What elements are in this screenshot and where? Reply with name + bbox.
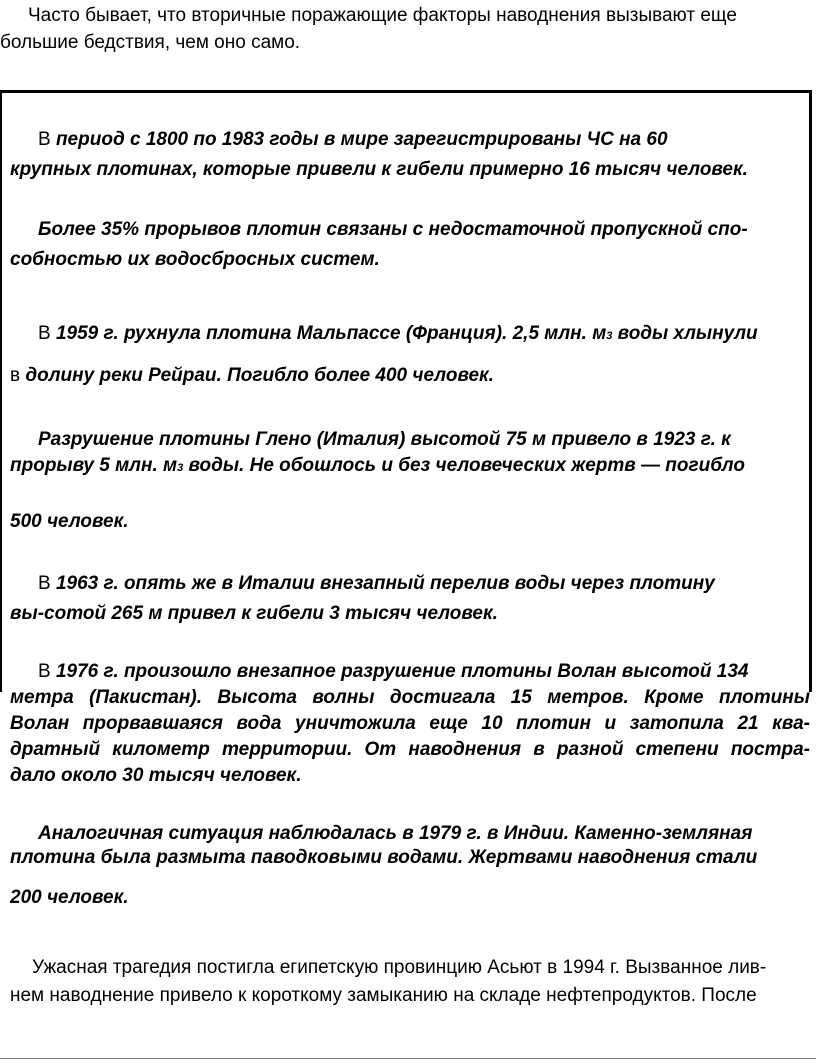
p1-line-2: крупных плотинах, которые привели к гибели примерно 16 тысяч человек. — [10, 159, 748, 180]
p6-text-1: 1976 г. произошло внезапное разрушение плотины Волан высотой 134 — [55, 661, 749, 682]
p1-prefix: В — [38, 129, 56, 150]
p2-line-1: Более 35% прорывов плотин связаны с недостаточной пропускной спо- — [38, 219, 748, 240]
p1-line-1 — [38, 128, 668, 152]
p2-line-2: собностью их водосбросных систем. — [10, 249, 380, 270]
p3-text-2: долину реки Рейраи. Погибло более 400 человек. — [25, 365, 494, 386]
p5-prefix: В — [38, 573, 56, 594]
p5-line-2: вы-сотой 265 м привел к гибели 3 тысяч человек. — [10, 603, 498, 624]
p3-superscript: 3 — [606, 330, 613, 342]
p6-line-5: дало около 30 тысяч человек. — [10, 765, 302, 786]
intro-line-1: Часто бывает, что вторичные поражающие факторы наводнения вызывают еще — [28, 5, 737, 26]
p1-text-1: период с 1800 по 1983 годы в мире зарегистрированы ЧС на 60 — [55, 129, 668, 150]
p5-line-1 — [38, 572, 715, 596]
p3-line-1 — [38, 322, 758, 348]
p6-line-4: дратный километр территории. От наводнения в разной степени постра- — [10, 739, 810, 760]
p6-prefix: В — [38, 661, 56, 682]
p5-text-1: 1963 г. опять же в Италии внезапный перелив воды через плотину — [55, 573, 715, 594]
p6-line-3: Волан прорвавшаяся вода уничтожила еще 10 плотин и затопила 21 ква- — [10, 713, 810, 734]
outro-line-1: Ужасная трагедия постигла египетскую провинцию Асьют в 1994 г. Вызванное лив- — [32, 957, 767, 978]
outro-line-2: нем наводнение привело к короткому замыканию на складе нефтепродуктов. После — [10, 985, 757, 1006]
p4-line-2 — [10, 454, 745, 480]
p3-text-1b: воды хлынули — [612, 323, 758, 344]
p6-line-2: метра (Пакистан). Высота волны достигала 15 метров. Кроме плотины — [10, 687, 810, 708]
p7-line-1: Аналогичная ситуация наблюдалась в 1979 г. в Индии. Каменно-земляная — [38, 823, 753, 844]
intro-paragraph — [0, 2, 816, 56]
p7-line-2: плотина была размыта паводковыми водами. Жертвами наводнения стали — [10, 847, 758, 868]
p3-prefix: В — [38, 323, 56, 344]
p6-line-1 — [38, 660, 748, 684]
p3-prefix-2: в — [10, 365, 26, 386]
p4-text-2b: воды. Не обошлось и без человеческих жертв — погибло — [183, 455, 745, 476]
p7-line-3: 200 человек. — [10, 887, 129, 908]
p4-line-3: 500 человек. — [10, 511, 129, 532]
bottom-divider — [0, 1058, 816, 1059]
p4-line-1: Разрушение плотины Глено (Италия) высотой 75 м привело в 1923 г. к — [38, 429, 731, 450]
p3-line-2 — [10, 364, 494, 388]
p4-superscript: 3 — [177, 462, 184, 474]
p3-text-1a: 1959 г. рухнула плотина Мальпассе (Франция). 2,5 млн. м — [55, 323, 607, 344]
p4-text-2a: прорыву 5 млн. м — [10, 455, 178, 476]
intro-line-2: большие бедствия, чем оно само. — [0, 32, 301, 53]
